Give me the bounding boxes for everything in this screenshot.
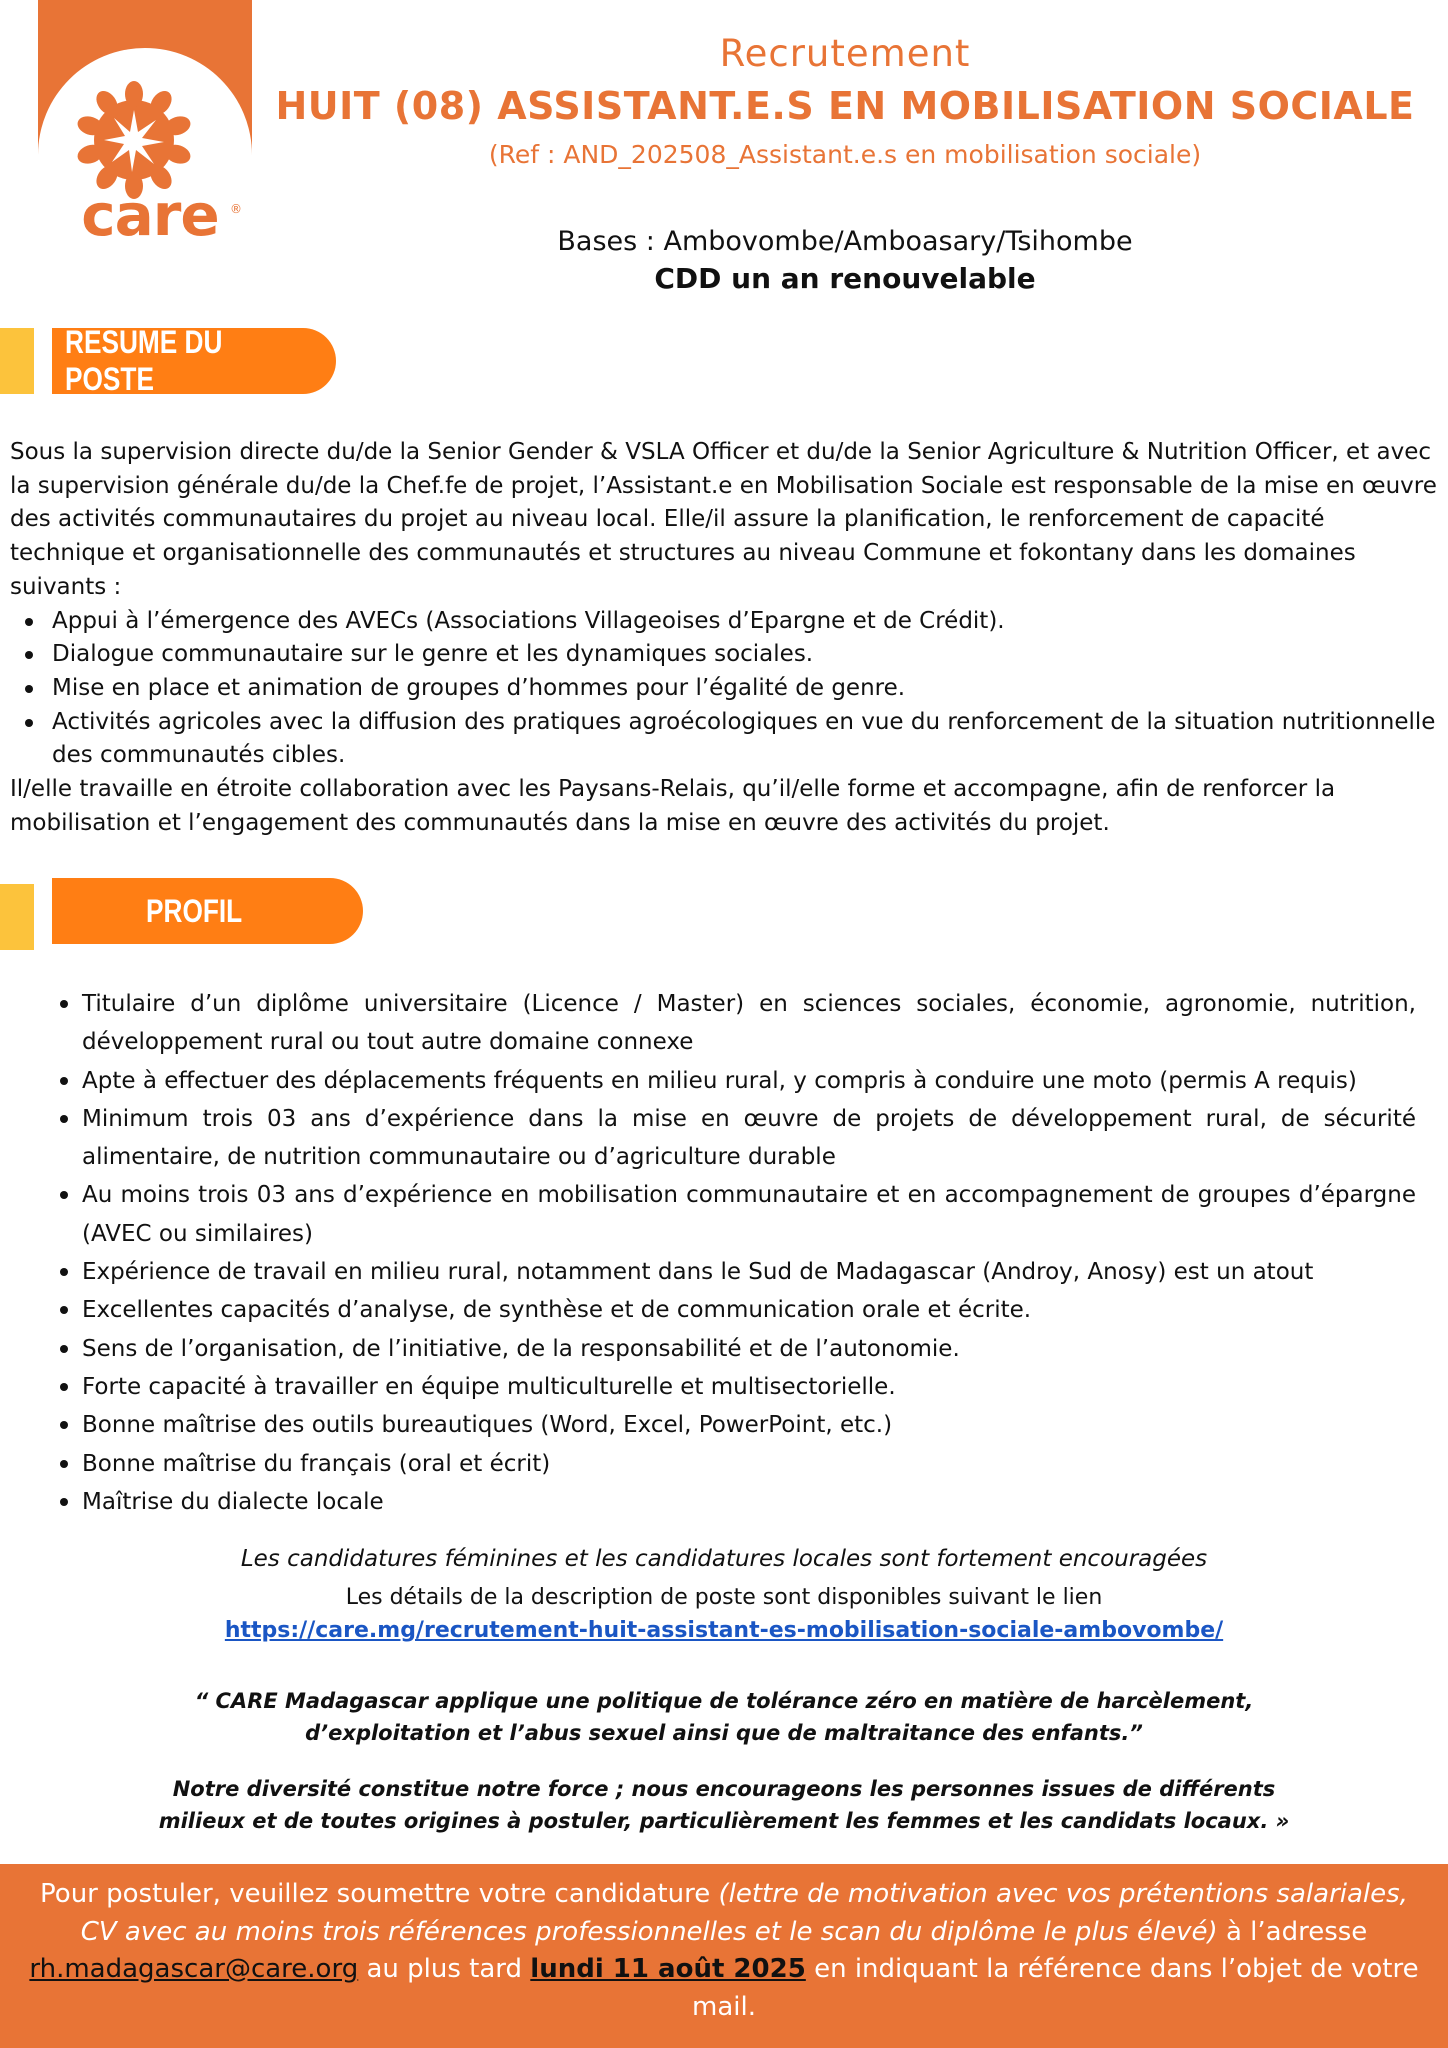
list-item: Dialogue communautaire sur le genre et les dynamiques sociales. [10,638,1444,672]
details-note: Les détails de la description de poste sont disponibles suivant le lien [345,1585,1103,1610]
section-title-resume: RESUME DU POSTE [65,324,223,397]
section-header-profil [52,878,363,944]
diversity-statement: Notre diversité constitue notre force ; nous encourageons les personnes issues de différents milieux et de toutes origines à postuler, particulièrement les femmes et les candidats locaux. » [158,1777,1290,1833]
section-header-resume [52,324,336,397]
job-title: HUIT (08) ASSISTANT.E.S EN MOBILISATION SOCIALE [275,84,1415,128]
list-item: Apte à effectuer des déplacements fréquents en milieu rural, y compris à conduire une moto (permis A requis) [54,1062,1416,1100]
section-title-profil: PROFIL [146,892,243,929]
candidates-encouraged-note: Les candidatures féminines et les candidatures locales sont fortement encouragées [240,1546,1208,1572]
list-item: Bonne maîtrise des outils bureautiques (Word, Excel, PowerPoint, etc.) [54,1406,1416,1444]
resume-body [10,436,1444,840]
resume-intro: Sous la supervision directe du/de la Senior Gender & VSLA Officer et du/de la Senior Agriculture & Nutrition Officer, et avec la supervision générale du/de la Chef.fe de projet, l’Assistant.e en Mobilisation Sociale est responsable de la mise en œuvre des activités communautaires du projet au niveau local. Elle/il assure la planification, le renforcement de capacité technique et organisationnelle des communautés et structures au niveau Commune et fokontany dans les domaines suivants : [10,439,1437,600]
list-item: Activités agricoles avec la diffusion des pratiques agroécologiques en vue du renforcement de la situation nutritionnelle des communautés cibles. [10,706,1444,773]
recruitment-label: Recrutement [719,32,971,75]
list-item: Bonne maîtrise du français (oral et écrit) [54,1445,1416,1483]
application-email-link[interactable]: rh.madagascar@care.org [29,1954,359,1984]
list-item: Expérience de travail en milieu rural, notamment dans le Sud de Madagascar (Androy, Anosy) est un atout [54,1253,1416,1291]
list-item: Maîtrise du dialecte locale [54,1483,1416,1521]
list-item: Appui à l’émergence des AVECs (Associations Villageoises d’Epargne et de Crédit). [10,605,1444,639]
deadline-date: lundi 11 août 2025 [530,1954,806,1984]
care-wordmark: care [81,181,219,249]
section-accent-bar [0,328,34,394]
care-logo [38,0,252,258]
profile-requirements-list [54,985,1416,1521]
section-accent-bar [0,884,34,950]
list-item: Mise en place et animation de groupes d’hommes pour l’égalité de genre. [10,672,1444,706]
application-footer [0,1864,1448,2048]
list-item: Excellentes capacités d’analyse, de synthèse et de communication orale et écrite. [54,1291,1416,1329]
list-item: Sens de l’organisation, de l’initiative, de la responsabilité et de l’autonomie. [54,1330,1416,1368]
resume-outro: Il/elle travaille en étroite collaboration avec les Paysans-Relais, qu’il/elle forme et accompagne, afin de renforcer la mobilisation et l’engagement des communautés dans la mise en œuvre des activités du projet. [10,776,1336,836]
job-reference: (Ref : AND_202508_Assistant.e.s en mobilisation sociale) [488,140,1202,169]
contract-type: CDD un an renouvelable [654,262,1036,295]
job-locations: Bases : Ambovombe/Amboasary/Tsihombe [557,226,1133,257]
list-item: Forte capacité à travailler en équipe multiculturelle et multisectorielle. [54,1368,1416,1406]
policy-statement: “ CARE Madagascar applique une politique de tolérance zéro en matière de harcèlement, d’exploitation et l’abus sexuel ainsi que de maltraitance des enfants.” [194,1689,1254,1745]
list-item: Titulaire d’un diplôme universitaire (Licence / Master) en sciences sociales, économie, agronomie, nutrition, développement rural ou tout autre domaine connexe [54,985,1416,1062]
resume-domain-list [10,605,1444,774]
job-description-link[interactable]: https://care.mg/recrutement-huit-assistant-es-mobilisation-sociale-ambovombe/ [224,1618,1224,1643]
registered-mark: ® [230,202,242,216]
list-item: Minimum trois 03 ans d’expérience dans la mise en œuvre de projets de développement rural, de sécurité alimentaire, de nutrition communautaire ou d’agriculture durable [54,1100,1416,1177]
list-item: Au moins trois 03 ans d’expérience en mobilisation communautaire et en accompagnement de groupes d’épargne (AVEC ou similaires) [54,1176,1416,1253]
application-instructions: Pour postuler, veuillez soumettre votre candidature (lettre de motivation avec vos prétentions salariales, CV avec au moins trois références professionnelles et le scan du diplôme le plus élevé) à l’adresse rh.madagascar@care.org au plus tard lundi 11 août 2025 en indiquant la référence dans l’objet de votre mail. [29,1879,1419,2022]
